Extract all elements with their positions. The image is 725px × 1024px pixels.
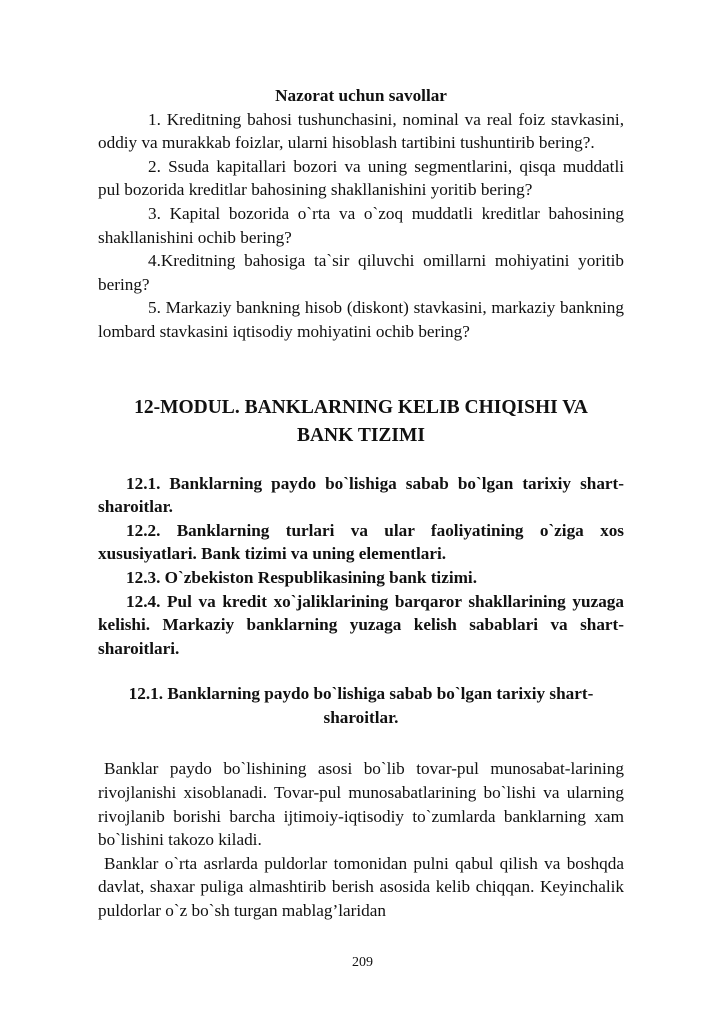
question-item: 2. Ssuda kapitallari bozori va uning segmentlarini, qisqa muddatli pul bozorida kreditlar bahosining shakllanishini yoritib bering?	[98, 156, 624, 200]
page-number: 209	[352, 955, 373, 970]
body-text	[98, 757, 624, 922]
module-contents	[98, 472, 624, 661]
contents-item: 12.2. Banklarning turlari va ular faoliyatining o`ziga xos xususiyatlari. Bank tizimi va uning elementlari.	[98, 520, 624, 564]
question-item: 4.Kreditning bahosiga ta`sir qiluvchi omillarni mohiyatini yoritib bering?	[98, 251, 624, 294]
page-content	[98, 84, 624, 923]
section-title-line: 12.1. Banklarning paydo bo`lishiga sabab bo`lgan tarixiy shart-	[128, 684, 594, 704]
section-title-line: sharoitlar.	[323, 707, 399, 727]
questions-heading: Nazorat uchun savollar	[275, 86, 447, 105]
question-item: 5. Markaziy bankning hisob (diskont) stavkasini, markaziy bankning lombard stavkasini iqtisodiy mohiyatini ochib bering?	[98, 298, 624, 341]
contents-item: 12.4. Pul va kredit xo`jaliklarining barqaror shakllarining yuzaga kelishi. Markaziy banklarning yuzaga kelish sabablari va shart-sharoitlari.	[98, 591, 624, 658]
body-paragraph: Banklar paydo bo`lishining asosi bo`lib tovar-pul munosabat-larining rivojlanishi xisoblanadi. Tovar-pul munosabatlarining bo`lishi va ularning rivojlanib borishi barcha ijtimoiy-iqtisodiy to`zumlarda banklarning xam bo`lishini takozo kiladi.	[98, 759, 624, 850]
module-title-line: BANK TIZIMI	[296, 424, 426, 446]
question-item: 3. Kapital bozorida o`rta va o`zoq muddatli kreditlar bahosining shakllanishini ochib bering?	[98, 203, 624, 247]
module-title-line: 12-MODUL. BANKLARNING KELIB CHIQISHI VA	[134, 396, 588, 418]
module-title	[98, 394, 624, 450]
contents-item: 12.1. Banklarning paydo bo`lishiga sabab bo`lgan tarixiy shart-sharoitlar.	[98, 473, 624, 517]
questions-list	[98, 108, 624, 344]
contents-item: 12.3. O`zbekiston Respublikasining bank tizimi.	[126, 567, 477, 587]
question-item: 1. Kreditning bahosi tushunchasini, nominal va real foiz stavkasini, oddiy va murakkab foizlar, ularni hisoblash tartibini tushuntirib bering?.	[98, 109, 624, 153]
section-title	[98, 682, 624, 729]
body-paragraph: Banklar o`rta asrlarda puldorlar tomonidan pulni qabul qilish va boshqda davlat, shaxar puliga almashtirib berish asosida kelib chiqqan. Keyinchalik puldorlar o`z bo`sh turgan mablag’laridan	[98, 853, 624, 921]
